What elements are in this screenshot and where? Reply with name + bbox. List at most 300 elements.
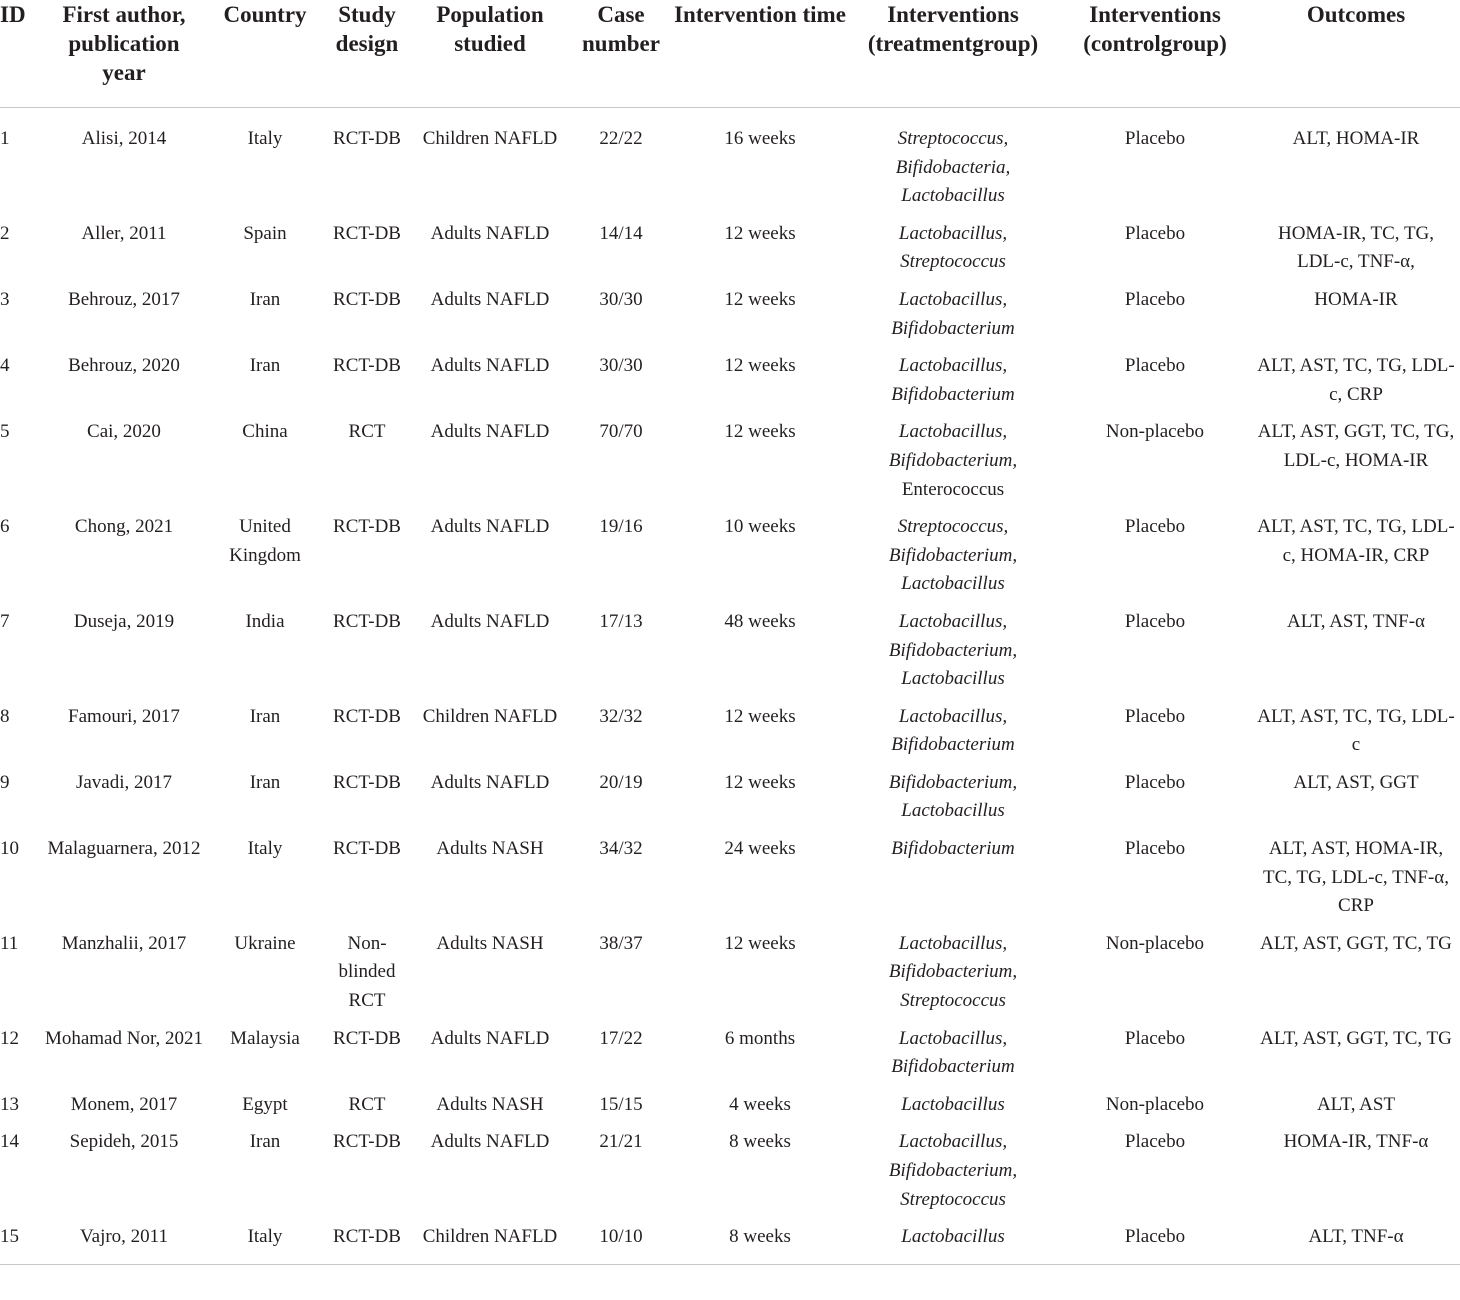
cell-id xyxy=(0,220,42,286)
cell-case-number xyxy=(570,286,672,352)
cell-case-number-text: 34/32 xyxy=(599,838,643,860)
cell-intervention-time-text: 12 weeks xyxy=(724,771,796,793)
cell-treatment-group xyxy=(848,1128,1058,1223)
cell-population xyxy=(410,352,570,418)
cell-outcomes xyxy=(1252,513,1460,608)
cell-control-group xyxy=(1058,1025,1252,1091)
cell-control-group xyxy=(1058,418,1252,513)
cell-first-author xyxy=(42,1223,206,1264)
cell-intervention-time xyxy=(672,286,848,352)
cell-id xyxy=(0,286,42,352)
table-row xyxy=(0,769,1460,835)
cell-country xyxy=(206,703,324,769)
cell-country-text: Spain xyxy=(243,222,287,244)
cell-outcomes xyxy=(1252,769,1460,835)
cell-control-group-text: Non-placebo xyxy=(1105,1093,1205,1115)
cell-study-design xyxy=(324,1128,410,1223)
cell-population-text: Adults NASH xyxy=(436,932,544,954)
cell-id xyxy=(0,352,42,418)
cell-intervention-time-text: 4 weeks xyxy=(729,1093,791,1115)
cell-first-author-text: Monem, 2017 xyxy=(70,1093,178,1115)
cell-case-number xyxy=(570,835,672,930)
cell-study-design-text: RCT-DB xyxy=(333,128,401,149)
cell-first-author xyxy=(42,1025,206,1091)
cell-id-text: 4 xyxy=(0,355,10,377)
cell-study-design-text: RCT-DB xyxy=(333,771,401,793)
header-intervention-time: Intervention time xyxy=(672,0,848,108)
header-country: Country xyxy=(206,0,324,108)
cell-first-author-text: Malaguarnera, 2012 xyxy=(47,838,201,860)
cell-intervention-time-text: 12 weeks xyxy=(724,288,796,310)
cell-population xyxy=(410,608,570,703)
cell-outcomes xyxy=(1252,352,1460,418)
cell-study-design xyxy=(324,835,410,930)
cell-outcomes xyxy=(1252,608,1460,703)
cell-population-text: Adults NAFLD xyxy=(430,222,550,244)
cell-intervention-time-text: 12 weeks xyxy=(724,932,796,954)
cell-country xyxy=(206,1025,324,1091)
table-row xyxy=(0,835,1460,930)
cell-outcomes xyxy=(1252,1223,1460,1264)
cell-case-number xyxy=(570,352,672,418)
cell-first-author-text: Duseja, 2019 xyxy=(73,610,175,632)
cell-first-author xyxy=(42,352,206,418)
cell-study-design xyxy=(324,1025,410,1091)
cell-treatment-group xyxy=(848,418,1058,513)
cell-treatment-group-text: Bifidobacterium xyxy=(891,838,1015,860)
cell-first-author-text: Sepideh, 2015 xyxy=(69,1131,179,1153)
cell-outcomes xyxy=(1252,930,1460,1025)
cell-country-text: Iran xyxy=(249,288,281,310)
cell-first-author xyxy=(42,1091,206,1129)
cell-study-design-text: RCT-DB xyxy=(333,516,401,538)
cell-first-author xyxy=(42,769,206,835)
cell-outcomes-text: HOMA-IR, TC, TG, LDL-c, TNF-α, xyxy=(1277,222,1435,273)
cell-country xyxy=(206,835,324,930)
cell-outcomes-text: ALT, AST, HOMA-IR, TC, TG, LDL-c, TNF-α, CRP xyxy=(1262,838,1450,917)
cell-case-number-text: 17/22 xyxy=(599,1027,643,1049)
cell-intervention-time xyxy=(672,513,848,608)
cell-treatment-group xyxy=(848,703,1058,769)
cell-population xyxy=(410,108,570,220)
cell-control-group-text: Placebo xyxy=(1124,355,1186,377)
cell-first-author xyxy=(42,930,206,1025)
cell-study-design-text: RCT-DB xyxy=(333,1131,401,1153)
cell-outcomes xyxy=(1252,108,1460,220)
cell-first-author xyxy=(42,286,206,352)
cell-control-group xyxy=(1058,108,1252,220)
cell-control-group xyxy=(1058,608,1252,703)
cell-intervention-time-text: 16 weeks xyxy=(724,128,796,149)
cell-study-design-text: RCT-DB xyxy=(333,288,401,310)
cell-intervention-time-text: 12 weeks xyxy=(724,222,796,244)
table-row xyxy=(0,108,1460,220)
cell-id-text: 2 xyxy=(0,222,10,244)
cell-intervention-time xyxy=(672,1128,848,1223)
cell-control-group xyxy=(1058,835,1252,930)
cell-id xyxy=(0,703,42,769)
cell-treatment-group-text: Lactobacillus, Bifidobacterium xyxy=(891,355,1015,405)
cell-control-group-text: Placebo xyxy=(1124,1226,1186,1248)
cell-treatment-group-text: Lactobacillus, Bifidobacterium xyxy=(891,1027,1015,1078)
cell-case-number xyxy=(570,1128,672,1223)
cell-first-author-text: Mohamad Nor, 2021 xyxy=(44,1027,204,1049)
cell-control-group xyxy=(1058,286,1252,352)
cell-id-text: 1 xyxy=(0,128,10,149)
cell-case-number xyxy=(570,930,672,1025)
cell-first-author xyxy=(42,418,206,513)
cell-country xyxy=(206,418,324,513)
cell-first-author xyxy=(42,835,206,930)
cell-case-number-text: 15/15 xyxy=(599,1093,643,1115)
cell-case-number xyxy=(570,220,672,286)
cell-id xyxy=(0,108,42,220)
cell-study-design xyxy=(324,352,410,418)
cell-treatment-group xyxy=(848,220,1058,286)
cell-study-design xyxy=(324,930,410,1025)
cell-country-text: Malaysia xyxy=(230,1027,300,1049)
table-row xyxy=(0,352,1460,418)
header-study-design: Study design xyxy=(324,0,410,108)
cell-case-number-text: 20/19 xyxy=(599,771,643,793)
cell-control-group xyxy=(1058,1128,1252,1223)
cell-intervention-time-text: 48 weeks xyxy=(724,610,796,632)
cell-control-group xyxy=(1058,220,1252,286)
cell-intervention-time-text: 6 months xyxy=(724,1027,796,1049)
cell-intervention-time xyxy=(672,835,848,930)
header-outcomes: Outcomes xyxy=(1252,0,1460,108)
cell-treatment-group xyxy=(848,1025,1058,1091)
cell-intervention-time xyxy=(672,703,848,769)
cell-first-author-text: Chong, 2021 xyxy=(74,516,174,538)
cell-population xyxy=(410,835,570,930)
cell-outcomes-text: HOMA-IR, TNF-α xyxy=(1283,1131,1429,1153)
cell-intervention-time xyxy=(672,1223,848,1264)
cell-outcomes-text: ALT, AST, GGT, TC, TG xyxy=(1260,1027,1452,1049)
cell-country-text: Italy xyxy=(247,838,283,860)
cell-country xyxy=(206,513,324,608)
cell-control-group-text: Placebo xyxy=(1124,838,1186,860)
cell-country-text: Ukraine xyxy=(234,932,296,954)
cell-first-author xyxy=(42,1128,206,1223)
cell-country-text: United Kingdom xyxy=(229,516,301,566)
cell-intervention-time-text: 24 weeks xyxy=(724,838,796,860)
table-row xyxy=(0,608,1460,703)
cell-control-group xyxy=(1058,769,1252,835)
cell-id-text: 12 xyxy=(0,1027,19,1049)
cell-treatment-group xyxy=(848,513,1058,608)
cell-treatment-group-text: Lactobacillus, Bifidobacterium, xyxy=(888,421,1018,471)
cell-case-number xyxy=(570,418,672,513)
cell-outcomes-text: ALT, AST xyxy=(1316,1093,1396,1115)
table-row xyxy=(0,286,1460,352)
cell-control-group xyxy=(1058,352,1252,418)
cell-case-number xyxy=(570,1091,672,1129)
cell-id-text: 9 xyxy=(0,771,10,793)
cell-control-group xyxy=(1058,1223,1252,1264)
cell-outcomes xyxy=(1252,286,1460,352)
cell-control-group-text: Placebo xyxy=(1124,128,1186,149)
cell-id-text: 11 xyxy=(0,932,19,954)
cell-treatment-group-text: Lactobacillus xyxy=(901,1226,1005,1248)
cell-outcomes-text: ALT, AST, TC, TG, LDL-c xyxy=(1257,705,1455,756)
cell-treatment-group xyxy=(848,930,1058,1025)
cell-study-design-text: RCT-DB xyxy=(333,1027,401,1049)
cell-study-design-text: RCT xyxy=(348,421,386,443)
cell-intervention-time xyxy=(672,1025,848,1091)
cell-first-author-text: Manzhalii, 2017 xyxy=(61,932,187,954)
cell-id-text: 15 xyxy=(0,1226,19,1248)
cell-first-author xyxy=(42,608,206,703)
cell-case-number-text: 38/37 xyxy=(599,932,643,954)
cell-first-author-text: Javadi, 2017 xyxy=(75,771,173,793)
cell-case-number-text: 70/70 xyxy=(599,421,643,443)
cell-study-design xyxy=(324,108,410,220)
cell-intervention-time-text: 12 weeks xyxy=(724,421,796,443)
cell-control-group xyxy=(1058,703,1252,769)
cell-population-text: Adults NAFLD xyxy=(430,771,550,793)
cell-control-group-text: Placebo xyxy=(1124,222,1186,244)
cell-intervention-time-text: 8 weeks xyxy=(729,1131,791,1153)
table-row xyxy=(0,220,1460,286)
cell-treatment-group-text: Streptococcus, Bifidobacteria, Lactobacillus xyxy=(895,128,1011,207)
cell-intervention-time xyxy=(672,608,848,703)
cell-treatment-group xyxy=(848,835,1058,930)
cell-study-design-text: RCT-DB xyxy=(333,838,401,860)
cell-population-text: Adults NAFLD xyxy=(430,1131,550,1153)
cell-country xyxy=(206,220,324,286)
cell-id xyxy=(0,769,42,835)
cell-study-design xyxy=(324,220,410,286)
cell-country-text: Iran xyxy=(249,1131,281,1153)
cell-treatment-group-text: Lactobacillus xyxy=(901,1093,1005,1115)
cell-outcomes-text: ALT, TNF-α xyxy=(1308,1226,1404,1248)
cell-control-group-text: Placebo xyxy=(1124,771,1186,793)
cell-study-design-text: RCT-DB xyxy=(333,705,401,727)
cell-country-text: Iran xyxy=(249,771,281,793)
cell-intervention-time xyxy=(672,769,848,835)
cell-country xyxy=(206,352,324,418)
cell-id-text: 13 xyxy=(0,1093,19,1115)
cell-country-text: Italy xyxy=(247,1226,283,1248)
cell-outcomes-text: ALT, AST, GGT, TC, TG xyxy=(1260,932,1452,954)
cell-control-group xyxy=(1058,1091,1252,1129)
cell-treatment-group xyxy=(848,1223,1058,1264)
cell-id-text: 10 xyxy=(0,838,19,860)
cell-id-text: 14 xyxy=(0,1131,19,1153)
cell-outcomes-text: ALT, AST, TC, TG, LDL-c, HOMA-IR, CRP xyxy=(1257,516,1455,566)
cell-study-design xyxy=(324,418,410,513)
cell-study-design xyxy=(324,1223,410,1264)
cell-treatment-group-text: Lactobacillus, Bifidobacterium, Lactobacillus xyxy=(888,610,1018,690)
cell-population xyxy=(410,418,570,513)
cell-outcomes-text: ALT, AST, GGT xyxy=(1293,771,1419,793)
cell-country xyxy=(206,1091,324,1129)
cell-treatment-group xyxy=(848,608,1058,703)
cell-country-text: Iran xyxy=(249,705,281,727)
cell-first-author xyxy=(42,108,206,220)
cell-control-group-text: Placebo xyxy=(1124,516,1186,538)
cell-case-number xyxy=(570,769,672,835)
header-population: Population studied xyxy=(410,0,570,108)
cell-outcomes xyxy=(1252,1025,1460,1091)
cell-control-group-text: Placebo xyxy=(1124,288,1186,310)
cell-case-number xyxy=(570,703,672,769)
cell-country xyxy=(206,108,324,220)
cell-population xyxy=(410,513,570,608)
cell-treatment-group-text: Lactobacillus, Bifidobacterium xyxy=(891,705,1015,756)
cell-population-text: Adults NASH xyxy=(436,1093,544,1115)
cell-intervention-time xyxy=(672,352,848,418)
cell-population xyxy=(410,1091,570,1129)
cell-intervention-time-text: 12 weeks xyxy=(724,355,796,377)
cell-id xyxy=(0,1223,42,1264)
cell-study-design xyxy=(324,513,410,608)
table-header-row xyxy=(0,0,1460,108)
cell-treatment-group-text: Lactobacillus, Bifidobacterium, Streptococcus xyxy=(888,932,1018,1012)
table-row xyxy=(0,930,1460,1025)
cell-intervention-time-text: 10 weeks xyxy=(724,516,796,538)
cell-intervention-time-text: 12 weeks xyxy=(724,705,796,727)
cell-treatment-group xyxy=(848,108,1058,220)
cell-country-text: Italy xyxy=(247,128,283,149)
cell-first-author xyxy=(42,703,206,769)
cell-study-design-text: RCT-DB xyxy=(333,610,401,632)
cell-first-author-text: Vajro, 2011 xyxy=(80,1226,168,1248)
cell-id xyxy=(0,513,42,608)
cell-control-group-text: Placebo xyxy=(1124,1131,1186,1153)
cell-control-group xyxy=(1058,930,1252,1025)
cell-treatment-group-text: Lactobacillus, Bifidobacterium xyxy=(891,288,1015,339)
cell-id-text: 3 xyxy=(0,288,10,310)
cell-first-author-text: Famouri, 2017 xyxy=(68,705,180,727)
cell-population-text: Adults NAFLD xyxy=(430,516,550,538)
cell-intervention-time xyxy=(672,930,848,1025)
cell-population xyxy=(410,220,570,286)
cell-case-number-text: 21/21 xyxy=(599,1131,643,1153)
cell-country xyxy=(206,769,324,835)
cell-intervention-time xyxy=(672,108,848,220)
cell-id xyxy=(0,418,42,513)
table-row xyxy=(0,1223,1460,1264)
cell-study-design xyxy=(324,1091,410,1129)
cell-outcomes xyxy=(1252,418,1460,513)
cell-country-text: Iran xyxy=(249,355,281,377)
header-case-number: Case number xyxy=(570,0,672,108)
cell-outcomes xyxy=(1252,1091,1460,1129)
cell-control-group-text: Non-placebo xyxy=(1105,421,1205,443)
cell-outcomes xyxy=(1252,703,1460,769)
cell-treatment-extra-text: Enterococcus xyxy=(901,478,1005,500)
cell-control-group-text: Placebo xyxy=(1124,1027,1186,1049)
cell-population xyxy=(410,703,570,769)
cell-control-group xyxy=(1058,513,1252,608)
cell-outcomes xyxy=(1252,1128,1460,1223)
cell-first-author-text: Behrouz, 2017 xyxy=(68,288,180,310)
cell-outcomes-text: ALT, HOMA-IR xyxy=(1292,128,1420,149)
cell-id xyxy=(0,1025,42,1091)
cell-intervention-time xyxy=(672,418,848,513)
cell-population xyxy=(410,1223,570,1264)
header-treatment-group: Interventions (treatmentgroup) xyxy=(848,0,1058,108)
table-row xyxy=(0,1128,1460,1223)
cell-case-number-text: 10/10 xyxy=(599,1226,643,1248)
cell-treatment-group-text: Bifidobacterium, Lactobacillus xyxy=(888,771,1018,822)
cell-population-text: Children NAFLD xyxy=(422,705,558,727)
cell-outcomes-text: ALT, AST, GGT, TC, TG, LDL-c, HOMA-IR xyxy=(1257,421,1455,471)
cell-case-number-text: 30/30 xyxy=(599,288,643,310)
cell-case-number xyxy=(570,1025,672,1091)
cell-treatment-group-text: Streptococcus, Bifidobacterium, Lactobacillus xyxy=(888,516,1018,595)
cell-case-number-text: 32/32 xyxy=(599,705,643,727)
cell-id xyxy=(0,930,42,1025)
cell-country-text: India xyxy=(245,610,285,632)
cell-control-group-text: Placebo xyxy=(1124,705,1186,727)
cell-case-number xyxy=(570,108,672,220)
cell-case-number xyxy=(570,513,672,608)
cell-population xyxy=(410,1128,570,1223)
cell-control-group-text: Placebo xyxy=(1124,610,1186,632)
cell-study-design-text: Non-blinded RCT xyxy=(338,932,396,1012)
cell-outcomes-text: HOMA-IR xyxy=(1314,288,1398,310)
cell-study-design-text: RCT-DB xyxy=(333,355,401,377)
cell-id xyxy=(0,608,42,703)
cell-case-number-text: 17/13 xyxy=(599,610,643,632)
cell-treatment-group xyxy=(848,352,1058,418)
cell-case-number-text: 14/14 xyxy=(599,222,643,244)
cell-study-design xyxy=(324,608,410,703)
cell-id-text: 7 xyxy=(0,610,10,632)
cell-country xyxy=(206,1223,324,1264)
cell-id xyxy=(0,835,42,930)
cell-outcomes xyxy=(1252,220,1460,286)
cell-first-author-text: Aller, 2011 xyxy=(81,222,167,244)
cell-treatment-group xyxy=(848,1091,1058,1129)
cell-id-text: 8 xyxy=(0,705,10,727)
cell-control-group-text: Non-placebo xyxy=(1105,932,1205,954)
cell-intervention-time-text: 8 weeks xyxy=(729,1226,791,1248)
cell-outcomes-text: ALT, AST, TNF-α xyxy=(1286,610,1426,632)
cell-outcomes xyxy=(1252,835,1460,930)
cell-treatment-group xyxy=(848,286,1058,352)
cell-outcomes-text: ALT, AST, TC, TG, LDL-c, CRP xyxy=(1257,355,1455,405)
cell-id-text: 6 xyxy=(0,516,10,538)
cell-case-number-text: 22/22 xyxy=(599,128,643,149)
table-row xyxy=(0,703,1460,769)
table-row xyxy=(0,1091,1460,1129)
cell-case-number-text: 30/30 xyxy=(599,355,643,377)
table-row xyxy=(0,1025,1460,1091)
cell-study-design xyxy=(324,769,410,835)
cell-intervention-time xyxy=(672,220,848,286)
cell-study-design-text: RCT-DB xyxy=(333,1226,401,1248)
cell-population xyxy=(410,1025,570,1091)
cell-population-text: Adults NAFLD xyxy=(430,355,550,377)
cell-case-number xyxy=(570,1223,672,1264)
cell-first-author-text: Behrouz, 2020 xyxy=(68,355,180,377)
cell-population xyxy=(410,930,570,1025)
cell-country xyxy=(206,286,324,352)
cell-study-design-text: RCT-DB xyxy=(333,222,401,244)
cell-population-text: Children NAFLD xyxy=(422,1226,558,1248)
cell-population-text: Children NAFLD xyxy=(422,128,558,149)
cell-case-number-text: 19/16 xyxy=(599,516,643,538)
cell-treatment-group-text: Lactobacillus, Bifidobacterium, Streptococcus xyxy=(888,1131,1018,1210)
cell-population-text: Adults NAFLD xyxy=(430,610,550,632)
cell-population-text: Adults NAFLD xyxy=(430,421,550,443)
cell-country-text: China xyxy=(242,421,288,443)
cell-treatment-group-text: Lactobacillus, Streptococcus xyxy=(898,222,1008,273)
